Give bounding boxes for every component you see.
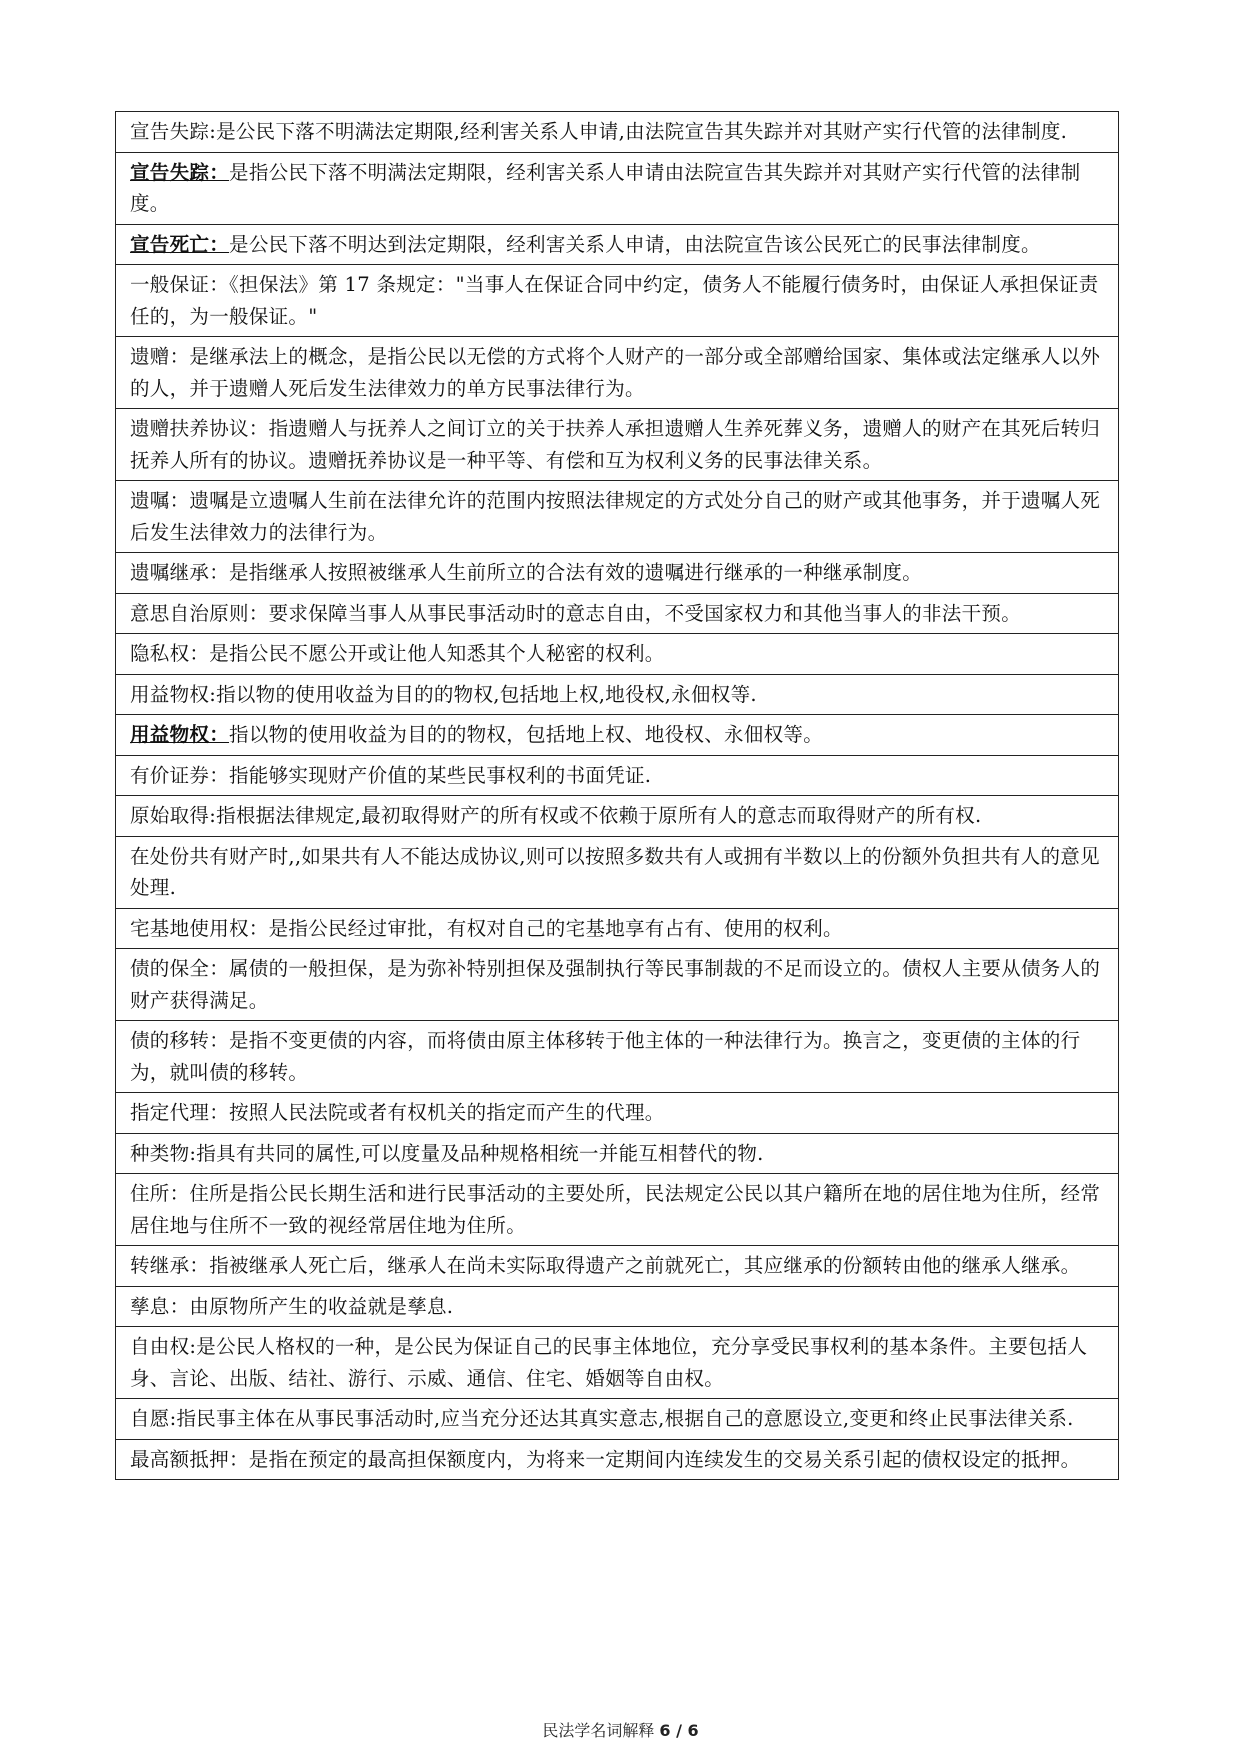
- glossary-entry: [116, 634, 1119, 675]
- glossary-entry: [116, 553, 1119, 594]
- table-row: [116, 1133, 1119, 1174]
- glossary-entry: [116, 337, 1119, 409]
- glossary-table: [115, 111, 1119, 1480]
- glossary-entry: [116, 265, 1119, 337]
- table-row: [116, 1174, 1119, 1246]
- entry-text: 是指公民下落不明满法定期限，经利害关系人申请由法院宣告其失踪并对其财产实行代管的法律制度。: [130, 160, 1081, 215]
- table-row: [116, 553, 1119, 594]
- table-row: [116, 265, 1119, 337]
- glossary-entry: [116, 1286, 1119, 1327]
- entry-text: 用益物权:指以物的使用收益为目的的物权,包括地上权,地役权,永佃权等.: [130, 682, 757, 706]
- entry-text: 遗嘱继承：是指继承人按照被继承人生前所立的合法有效的遗嘱进行继承的一种继承制度。: [130, 561, 923, 584]
- table-row: [116, 152, 1119, 224]
- entry-text: 遗嘱：遗嘱是立遗嘱人生前在法律允许的范围内按照法律规定的方式处分自己的财产或其他事务，并于遗嘱人死后发生法律效力的法律行为。: [130, 489, 1101, 544]
- entry-text: 原始取得:指根据法律规定,最初取得财产的所有权或不依赖于原所有人的意志而取得财产的所有权.: [130, 804, 982, 827]
- glossary-entry: [116, 1093, 1119, 1134]
- table-row: [116, 337, 1119, 409]
- entry-text: 隐私权：是指公民不愿公开或让他人知悉其个人秘密的权利。: [130, 642, 665, 665]
- entry-text: 意思自治原则：要求保障当事人从事民事活动时的意志自由，不受国家权力和其他当事人的非法干预。: [130, 601, 1022, 625]
- glossary-entry: [116, 409, 1119, 481]
- glossary-entry: [116, 112, 1119, 153]
- glossary-entry: [116, 1246, 1119, 1287]
- table-row: [116, 796, 1119, 837]
- table-row: [116, 1439, 1119, 1480]
- table-row: [116, 1399, 1119, 1440]
- table-row: [116, 1021, 1119, 1093]
- page-footer: [0, 1718, 1241, 1741]
- table-row: [116, 755, 1119, 796]
- table-row: [116, 593, 1119, 634]
- glossary-entry: [116, 949, 1119, 1021]
- footer-title: 民法学名词解释: [542, 1721, 655, 1740]
- glossary-entry: [116, 755, 1119, 796]
- entry-text: 自愿:指民事主体在从事民事活动时,应当充分还达其真实意志,根据自己的意愿设立,变更和终止民事法律关系.: [130, 1407, 1074, 1430]
- entry-text: 宣告失踪:是公民下落不明满法定期限,经利害关系人申请,由法院宣告其失踪并对其财产实行代管的法律制度.: [130, 120, 1068, 143]
- table-row: [116, 224, 1119, 265]
- entry-text: 转继承：指被继承人死亡后，继承人在尚未实际取得遗产之前就死亡，其应继承的份额转由他的继承人继承。: [130, 1254, 1081, 1277]
- table-row: [116, 1246, 1119, 1287]
- entry-text: 遗赠扶养协议：指遗赠人与抚养人之间订立的关于扶养人承担遗赠人生养死葬义务，遗赠人的财产在其死后转归抚养人所有的协议。遗赠抚养协议是一种平等、有偿和互为权利义务的民事法律关系。: [130, 417, 1101, 472]
- table-row: [116, 112, 1119, 153]
- glossary-entry: [116, 1327, 1119, 1399]
- entry-term: 宣告失踪：: [130, 160, 230, 184]
- entry-text: 指以物的使用收益为目的的物权，包括地上权、地役权、永佃权等。: [229, 723, 824, 746]
- glossary-entry: [116, 224, 1119, 265]
- table-row: [116, 908, 1119, 949]
- entry-text: 有价证券：指能够实现财产价值的某些民事权利的书面凭证.: [130, 763, 652, 787]
- table-row: [116, 949, 1119, 1021]
- glossary-entry: [116, 796, 1119, 837]
- glossary-entry: [116, 1133, 1119, 1174]
- table-row: [116, 481, 1119, 553]
- glossary-entry: [116, 1021, 1119, 1093]
- entry-text: 是公民下落不明达到法定期限，经利害关系人申请，由法院宣告该公民死亡的民事法律制度。: [229, 232, 1041, 256]
- entry-text: 遗赠：是继承法上的概念，是指公民以无偿的方式将个人财产的一部分或全部赠给国家、集体或法定继承人以外的人，并于遗赠人死后发生法律效力的单方民事法律行为。: [130, 345, 1101, 400]
- glossary-body: [116, 112, 1119, 1480]
- table-row: [116, 634, 1119, 675]
- table-row: [116, 409, 1119, 481]
- table-row: [116, 1327, 1119, 1399]
- glossary-entry: [116, 593, 1119, 634]
- glossary-entry: [116, 481, 1119, 553]
- glossary-entry: [116, 1399, 1119, 1440]
- entry-text: 孳息：由原物所产生的收益就是孳息.: [130, 1294, 454, 1318]
- table-row: [116, 1286, 1119, 1327]
- entry-text: 在处份共有财产时,,如果共有人不能达成协议,则可以按照多数共有人或拥有半数以上的份额外负担共有人的意见处理.: [130, 844, 1100, 899]
- table-row: [116, 836, 1119, 908]
- entry-text: 一般保证：《担保法》第 17 条规定："当事人在保证合同中约定，债务人不能履行债务时，由保证人承担保证责任的，为一般保证。": [130, 273, 1099, 328]
- entry-text: 最高额抵押：是指在预定的最高担保额度内，为将来一定期间内连续发生的交易关系引起的债权设定的抵押。: [130, 1447, 1081, 1471]
- table-row: [116, 715, 1119, 756]
- glossary-entry: [116, 836, 1119, 908]
- entry-term: 宣告死亡：: [130, 232, 230, 256]
- entry-text: 自由权:是公民人格权的一种，是公民为保证自己的民事主体地位，充分享受民事权利的基本条件。主要包括人身、言论、出版、结社、游行、示威、通信、住宅、婚姻等自由权。: [130, 1335, 1088, 1390]
- entry-term: 用益物权：: [130, 723, 230, 746]
- glossary-entry: [116, 674, 1119, 715]
- page-number: 6 / 6: [659, 1721, 699, 1740]
- entry-text: 宅基地使用权：是指公民经过审批，有权对自己的宅基地享有占有、使用的权利。: [130, 916, 843, 940]
- entry-text: 指定代理：按照人民法院或者有权机关的指定而产生的代理。: [130, 1101, 665, 1124]
- glossary-entry: [116, 908, 1119, 949]
- glossary-entry: [116, 152, 1119, 224]
- glossary-entry: [116, 715, 1119, 756]
- entry-text: 种类物:指具有共同的属性,可以度量及品种规格相统一并能互相替代的物.: [130, 1141, 764, 1165]
- entry-text: 债的保全：属债的一般担保，是为弥补特别担保及强制执行等民事制裁的不足而设立的。债权人主要从债务人的财产获得满足。: [130, 957, 1101, 1012]
- table-row: [116, 1093, 1119, 1134]
- table-row: [116, 674, 1119, 715]
- glossary-entry: [116, 1439, 1119, 1480]
- entry-text: 债的移转：是指不变更债的内容，而将债由原主体移转于他主体的一种法律行为。换言之，变更债的主体的行为，就叫债的移转。: [130, 1029, 1081, 1084]
- glossary-entry: [116, 1174, 1119, 1246]
- entry-text: 住所：住所是指公民长期生活和进行民事活动的主要处所，民法规定公民以其户籍所在地的居住地为住所，经常居住地与住所不一致的视经常居住地为住所。: [130, 1182, 1101, 1237]
